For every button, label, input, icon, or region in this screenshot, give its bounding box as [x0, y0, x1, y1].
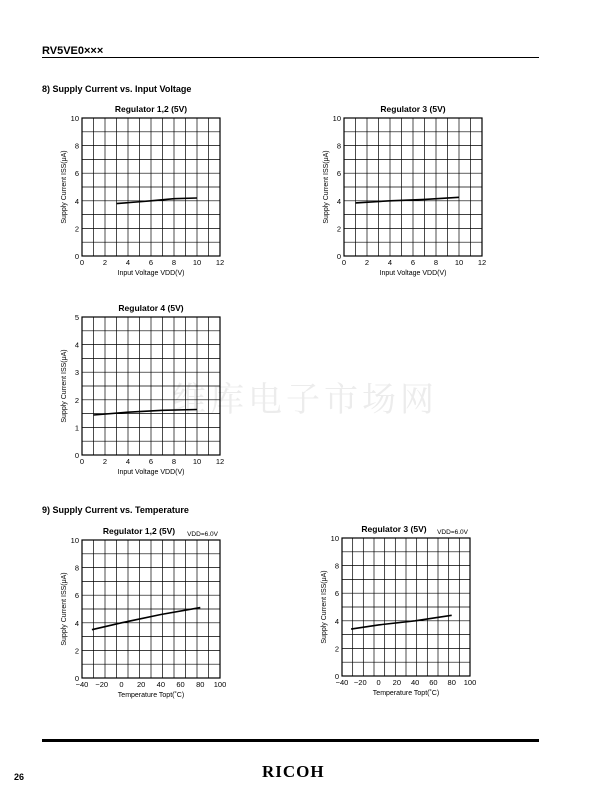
temp-reg12-x-tick-label: 0	[119, 680, 124, 689]
vin-reg12-y-tick-label: 4	[74, 196, 79, 206]
vin-reg4-series-line-0	[94, 410, 198, 416]
vin-reg12-x-tick-label: 6	[148, 258, 154, 267]
section-heading-input-voltage: 8) Supply Current vs. Input Voltage	[42, 84, 192, 94]
temp-reg12-title: Regulator 1,2 (5V)	[102, 526, 176, 536]
temp-reg12-y-tick-label: 0	[74, 674, 79, 683]
vin-reg4-y-tick-label: 4	[74, 340, 79, 350]
temp-reg3-y-tick-label: 8	[334, 561, 339, 571]
vin-reg3-x-axis-label: Input Voltage VDD(V)	[379, 270, 447, 277]
vin-reg3-x-tick-label: 2	[364, 258, 370, 267]
temp-reg12-x-tick-label: 60	[176, 680, 185, 689]
vin-reg3-x-tick-label: 8	[433, 258, 439, 267]
temp-reg3-y-axis-label: Supply Current ISS(μA)	[321, 570, 328, 644]
vin-reg3-x-tick-label: 0	[341, 258, 347, 267]
vin-reg12-title: Regulator 1,2 (5V)	[114, 104, 188, 114]
temp-reg3-x-tick-label: 20	[392, 678, 402, 687]
vin-reg4-y-tick-label: 5	[74, 313, 79, 322]
vin-reg12-y-tick-label: 0	[74, 252, 79, 261]
temp-reg3-series-line-0	[351, 615, 452, 629]
vin-reg3-y-axis-label: Supply Current ISS(μA)	[323, 150, 330, 224]
vin-reg12-y-tick-label: 10	[70, 114, 79, 123]
vin-reg4-x-tick-label: 6	[148, 457, 154, 466]
vin-reg12-x-tick-label: 4	[125, 258, 131, 267]
vin-reg12-y-tick-label: 6	[74, 169, 79, 179]
chart-supply-current-vs-input-voltage-regulator-4	[50, 300, 230, 480]
vin-reg12-x-tick-label: 0	[79, 258, 85, 267]
temp-reg3-title: Regulator 3 (5V)	[361, 524, 427, 534]
vin-reg12-x-tick-label: 2	[102, 258, 108, 267]
vin-reg3-title: Regulator 3 (5V)	[380, 104, 446, 114]
vin-reg3-y-tick-label: 6	[336, 169, 341, 179]
vin-reg3-x-tick-label: 4	[387, 258, 393, 267]
temp-reg12-y-tick-label: 2	[74, 646, 79, 656]
temp-reg12-y-axis-label: Supply Current ISS(μA)	[61, 572, 68, 646]
vin-reg3-y-tick-label: 0	[336, 252, 341, 261]
vin-reg4-x-tick-label: 8	[171, 457, 177, 466]
vin-reg3-y-tick-label: 10	[332, 114, 341, 123]
temp-reg3-y-tick-label: 0	[334, 672, 339, 681]
vin-reg4-y-axis-label: Supply Current ISS(μA)	[61, 349, 68, 423]
temp-reg12-x-tick-label: −40	[75, 680, 89, 689]
chart-supply-current-vs-temperature-regulator-1-2	[50, 520, 240, 704]
vin-reg12-x-tick-label: 8	[171, 258, 177, 267]
temp-reg12-series-line-0	[92, 608, 200, 630]
vin-reg4-x-tick-label: 0	[79, 457, 85, 466]
temp-reg12-x-tick-label: −20	[95, 680, 109, 689]
vin-reg3-x-tick-label: 10	[454, 258, 464, 267]
temp-reg3-y-tick-label: 2	[334, 644, 339, 654]
temp-reg3-y-tick-label: 6	[334, 589, 339, 599]
vin-reg3-series-line-0	[356, 197, 460, 203]
vin-reg3-y-tick-label: 2	[336, 224, 341, 234]
chart-supply-current-vs-input-voltage-regulator-1-2	[50, 100, 230, 280]
vin-reg4-x-axis-label: Input Voltage VDD(V)	[117, 469, 185, 476]
vin-reg12-y-tick-label: 8	[74, 141, 79, 151]
chart-supply-current-vs-temperature-regulator-3	[300, 520, 490, 704]
temp-reg12-x-axis-label: Temperature Topt(˚C)	[117, 692, 185, 699]
vin-reg4-y-tick-label: 3	[74, 368, 79, 378]
temp-reg12-condition-label: VDD=6.0V	[187, 531, 218, 538]
temp-reg12-x-tick-label: 100	[213, 680, 227, 689]
chart-supply-current-vs-input-voltage-regulator-3	[300, 100, 487, 280]
temp-reg12-y-tick-label: 6	[74, 591, 79, 601]
vin-reg3-x-tick-label: 6	[410, 258, 416, 267]
temp-reg3-x-tick-label: −20	[353, 678, 367, 687]
page-number: 26	[14, 772, 25, 782]
temp-reg3-y-tick-label: 4	[334, 616, 339, 626]
temp-reg3-x-tick-label: 40	[410, 678, 420, 687]
vin-reg3-y-tick-label: 8	[336, 141, 341, 151]
temp-reg3-condition-label: VDD=6.0V	[437, 529, 468, 536]
vin-reg4-y-tick-label: 1	[74, 423, 79, 433]
temp-reg3-y-tick-label: 10	[330, 534, 339, 543]
vin-reg4-x-tick-label: 12	[215, 457, 225, 466]
vin-reg12-x-tick-label: 12	[215, 258, 225, 267]
vin-reg4-x-tick-label: 2	[102, 457, 108, 466]
watermark: 维库电子市场网	[172, 380, 438, 420]
header-rule	[42, 57, 539, 58]
temp-reg3-x-tick-label: 100	[463, 678, 477, 687]
temp-reg12-x-tick-label: 80	[196, 680, 205, 689]
temp-reg12-y-tick-label: 10	[70, 536, 79, 545]
temp-reg12-x-tick-label: 40	[156, 680, 166, 689]
temp-reg12-x-tick-label: 20	[136, 680, 146, 689]
vin-reg12-y-tick-label: 2	[74, 224, 79, 234]
vin-reg3-y-tick-label: 4	[336, 196, 341, 206]
vin-reg4-y-tick-label: 0	[74, 451, 79, 460]
temp-reg12-y-tick-label: 4	[74, 618, 79, 628]
vin-reg4-title: Regulator 4 (5V)	[118, 303, 184, 313]
section-heading-temperature: 9) Supply Current vs. Temperature	[42, 505, 189, 515]
temp-reg3-x-tick-label: 80	[447, 678, 456, 687]
vin-reg12-x-axis-label: Input Voltage VDD(V)	[117, 270, 185, 277]
temp-reg3-x-tick-label: −40	[335, 678, 349, 687]
vin-reg3-x-tick-label: 12	[477, 258, 487, 267]
temp-reg3-x-tick-label: 60	[429, 678, 438, 687]
temp-reg3-x-axis-label: Temperature Topt(˚C)	[372, 690, 440, 697]
vin-reg4-x-tick-label: 4	[125, 457, 131, 466]
vin-reg12-y-axis-label: Supply Current ISS(μA)	[61, 150, 68, 224]
temp-reg3-x-tick-label: 0	[376, 678, 381, 687]
document-header-title: RV5VE0×××	[42, 45, 104, 57]
ricoh-logo: RICOH	[262, 762, 325, 781]
vin-reg4-y-tick-label: 2	[74, 395, 79, 405]
vin-reg12-x-tick-label: 10	[192, 258, 202, 267]
temp-reg12-y-tick-label: 8	[74, 563, 79, 573]
footer-rule	[42, 739, 539, 742]
vin-reg4-x-tick-label: 10	[192, 457, 202, 466]
